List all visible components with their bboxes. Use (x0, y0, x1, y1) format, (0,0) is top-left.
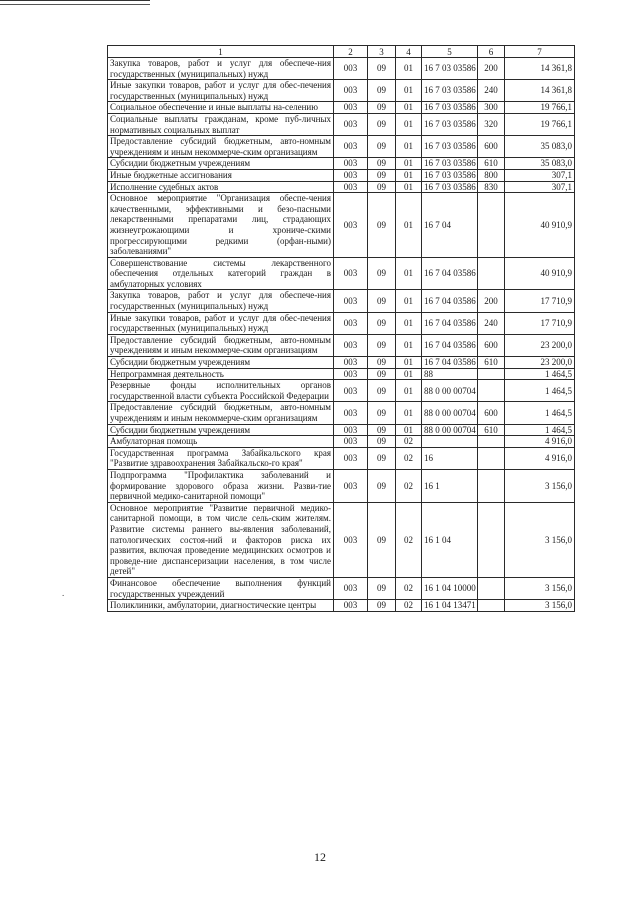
subsection-code: 01 (396, 424, 422, 436)
table-row (108, 158, 575, 170)
admin-code: 003 (334, 80, 368, 102)
budget-table (107, 45, 575, 612)
subsection-code: 01 (396, 193, 422, 258)
section-code: 09 (368, 181, 396, 193)
admin-code: 003 (334, 169, 368, 181)
row-name: Государственная программа Забайкальского края "Развитие здравоохранения Забайкальско-го края" (108, 447, 334, 469)
column-number: 1 (108, 46, 334, 58)
expense-type-code: 800 (478, 169, 505, 181)
table-row (108, 136, 575, 158)
target-code: 16 7 04 03586 (422, 290, 478, 312)
amount: 40 910,9 (505, 257, 575, 290)
expense-type-code: 600 (478, 334, 505, 356)
target-code: 88 0 00 00704 (422, 424, 478, 436)
table-row (108, 600, 575, 612)
target-code: 16 7 03 03586 (422, 80, 478, 102)
target-code: 88 (422, 368, 478, 380)
expense-type-code (478, 368, 505, 380)
row-name: Подпрограмма "Профилактика заболеваний и формирование здорового образа жизни. Разви-тие первичной медико-санитарной помощи" (108, 469, 334, 502)
subsection-code: 01 (396, 113, 422, 135)
table-row (108, 334, 575, 356)
table-row (108, 102, 575, 114)
subsection-code: 01 (396, 102, 422, 114)
target-code: 88 0 00 00704 (422, 402, 478, 424)
target-code: 16 (422, 447, 478, 469)
table-row (108, 357, 575, 369)
row-name: Основное мероприятие "Развитие первичной медико-санитарной помощи, в том числе сель-ским жителям. Развитие системы раннего вы-явления заболеваний, патологических состоя-ний и факторов риска их развития, включая проведение медицинских осмотров и проведе-ние диспансеризации населения, в том числе детей" (108, 502, 334, 577)
subsection-code: 01 (396, 257, 422, 290)
table-row (108, 169, 575, 181)
row-name: Совершенствование системы лекарственного обеспечения отдельных категорий граждан в амбулаторных условиях (108, 257, 334, 290)
target-code: 16 7 04 03586 (422, 257, 478, 290)
column-number: 2 (334, 46, 368, 58)
expense-type-code (478, 502, 505, 577)
target-code: 16 7 03 03586 (422, 58, 478, 80)
subsection-code: 01 (396, 402, 422, 424)
row-name: Предоставление субсидий бюджетным, авто-номным учреждениям и иным некоммерче-ским организациям (108, 402, 334, 424)
table-row (108, 257, 575, 290)
amount: 40 910,9 (505, 193, 575, 258)
column-number: 3 (368, 46, 396, 58)
target-code (422, 436, 478, 448)
expense-type-code (478, 193, 505, 258)
target-code: 16 7 03 03586 (422, 158, 478, 170)
row-name: Непрограммная деятельность (108, 368, 334, 380)
amount: 17 710,9 (505, 312, 575, 334)
row-name: Поликлиники, амбулатории, диагностические центры (108, 600, 334, 612)
amount: 1 464,5 (505, 402, 575, 424)
amount: 307,1 (505, 169, 575, 181)
section-code: 09 (368, 447, 396, 469)
expense-type-code: 240 (478, 312, 505, 334)
subsection-code: 01 (396, 357, 422, 369)
header-rule (0, 0, 150, 5)
subsection-code: 01 (396, 169, 422, 181)
target-code: 16 1 04 10000 (422, 577, 478, 599)
amount: 4 916,0 (505, 447, 575, 469)
expense-type-code (478, 380, 505, 402)
column-number-row (108, 46, 575, 58)
row-name: Предоставление субсидий бюджетным, авто-номным учреждениям и иным некоммерче-ским организациям (108, 136, 334, 158)
admin-code: 003 (334, 312, 368, 334)
section-code: 09 (368, 193, 396, 258)
table-row (108, 368, 575, 380)
amount: 23 200,0 (505, 334, 575, 356)
row-name: Резервные фонды исполнительных органов государственной власти субъекта Российской Федерации (108, 380, 334, 402)
table-row (108, 469, 575, 502)
section-code: 09 (368, 169, 396, 181)
amount: 1 464,5 (505, 368, 575, 380)
admin-code: 003 (334, 102, 368, 114)
amount: 3 156,0 (505, 469, 575, 502)
target-code: 16 7 04 (422, 193, 478, 258)
section-code: 09 (368, 469, 396, 502)
amount: 19 766,1 (505, 102, 575, 114)
admin-code: 003 (334, 193, 368, 258)
row-name: Социальное обеспечение и иные выплаты на-селению (108, 102, 334, 114)
section-code: 09 (368, 102, 396, 114)
subsection-code: 02 (396, 469, 422, 502)
page-number: 12 (314, 850, 326, 864)
subsection-code: 02 (396, 436, 422, 448)
expense-type-code (478, 600, 505, 612)
expense-type-code: 610 (478, 158, 505, 170)
admin-code: 003 (334, 257, 368, 290)
admin-code: 003 (334, 600, 368, 612)
table-row (108, 502, 575, 577)
subsection-code: 01 (396, 312, 422, 334)
column-number: 4 (396, 46, 422, 58)
admin-code: 003 (334, 158, 368, 170)
column-number: 6 (478, 46, 505, 58)
table-row (108, 402, 575, 424)
target-code: 16 7 03 03586 (422, 169, 478, 181)
subsection-code: 02 (396, 502, 422, 577)
admin-code: 003 (334, 58, 368, 80)
target-code: 88 0 00 00704 (422, 380, 478, 402)
subsection-code: 01 (396, 181, 422, 193)
subsection-code: 01 (396, 58, 422, 80)
subsection-code: 01 (396, 158, 422, 170)
subsection-code: 01 (396, 334, 422, 356)
row-name: Закупка товаров, работ и услуг для обеспече-ния государственных (муниципальных) нужд (108, 290, 334, 312)
section-code: 09 (368, 113, 396, 135)
admin-code: 003 (334, 368, 368, 380)
expense-type-code (478, 577, 505, 599)
admin-code: 003 (334, 447, 368, 469)
section-code: 09 (368, 290, 396, 312)
row-name: Иные закупки товаров, работ и услуг для обес-печения государственных (муниципальных) нужд (108, 312, 334, 334)
admin-code: 003 (334, 424, 368, 436)
row-name: Субсидии бюджетным учреждениям (108, 357, 334, 369)
subsection-code: 01 (396, 290, 422, 312)
amount: 35 083,0 (505, 136, 575, 158)
expense-type-code: 830 (478, 181, 505, 193)
section-code: 09 (368, 58, 396, 80)
table-row (108, 447, 575, 469)
admin-code: 003 (334, 136, 368, 158)
section-code: 09 (368, 80, 396, 102)
amount: 4 916,0 (505, 436, 575, 448)
expense-type-code: 200 (478, 58, 505, 80)
admin-code: 003 (334, 181, 368, 193)
table-row (108, 424, 575, 436)
section-code: 09 (368, 380, 396, 402)
admin-code: 003 (334, 469, 368, 502)
expense-type-code (478, 447, 505, 469)
section-code: 09 (368, 402, 396, 424)
expense-type-code (478, 469, 505, 502)
target-code: 16 7 04 03586 (422, 334, 478, 356)
table-row (108, 577, 575, 599)
section-code: 09 (368, 312, 396, 334)
amount: 307,1 (505, 181, 575, 193)
column-number: 7 (505, 46, 575, 58)
expense-type-code: 610 (478, 424, 505, 436)
expense-type-code: 300 (478, 102, 505, 114)
row-name: Субсидии бюджетным учреждениям (108, 424, 334, 436)
row-name: Исполнение судебных актов (108, 181, 334, 193)
target-code: 16 7 04 03586 (422, 312, 478, 334)
row-name: Предоставление субсидий бюджетным, авто-номным учреждениям и иным некоммерче-ским организациям (108, 334, 334, 356)
table-row (108, 290, 575, 312)
subsection-code: 02 (396, 577, 422, 599)
section-code: 09 (368, 257, 396, 290)
amount: 14 361,8 (505, 80, 575, 102)
target-code: 16 1 04 13471 (422, 600, 478, 612)
expense-type-code: 240 (478, 80, 505, 102)
amount: 1 464,5 (505, 424, 575, 436)
amount: 3 156,0 (505, 600, 575, 612)
admin-code: 003 (334, 577, 368, 599)
row-name: Амбулаторная помощь (108, 436, 334, 448)
admin-code: 003 (334, 113, 368, 135)
subsection-code: 01 (396, 80, 422, 102)
admin-code: 003 (334, 502, 368, 577)
row-name: Субсидии бюджетным учреждениям (108, 158, 334, 170)
section-code: 09 (368, 436, 396, 448)
section-code: 09 (368, 368, 396, 380)
admin-code: 003 (334, 380, 368, 402)
expense-type-code: 200 (478, 290, 505, 312)
amount: 1 464,5 (505, 380, 575, 402)
section-code: 09 (368, 158, 396, 170)
row-name: Финансовое обеспечение выполнения функций государственных учреждений (108, 577, 334, 599)
amount: 19 766,1 (505, 113, 575, 135)
admin-code: 003 (334, 334, 368, 356)
admin-code: 003 (334, 436, 368, 448)
table-row (108, 58, 575, 80)
subsection-code: 01 (396, 380, 422, 402)
margin-mark: . (62, 588, 65, 598)
table-body (108, 58, 575, 612)
expense-type-code (478, 257, 505, 290)
table-row (108, 436, 575, 448)
section-code: 09 (368, 502, 396, 577)
row-name: Иные закупки товаров, работ и услуг для обес-печения государственных (муниципальных) нужд (108, 80, 334, 102)
amount: 3 156,0 (505, 577, 575, 599)
table-row (108, 312, 575, 334)
row-name: Закупка товаров, работ и услуг для обеспече-ния государственных (муниципальных) нужд (108, 58, 334, 80)
table-row (108, 80, 575, 102)
subsection-code: 02 (396, 600, 422, 612)
expense-type-code: 600 (478, 402, 505, 424)
expense-type-code: 610 (478, 357, 505, 369)
table-row (108, 380, 575, 402)
amount: 17 710,9 (505, 290, 575, 312)
amount: 3 156,0 (505, 502, 575, 577)
subsection-code: 01 (396, 136, 422, 158)
table-row (108, 193, 575, 258)
target-code: 16 1 (422, 469, 478, 502)
admin-code: 003 (334, 402, 368, 424)
section-code: 09 (368, 357, 396, 369)
amount: 14 361,8 (505, 58, 575, 80)
target-code: 16 7 04 03586 (422, 357, 478, 369)
expense-type-code (478, 436, 505, 448)
target-code: 16 7 03 03586 (422, 181, 478, 193)
table-row (108, 181, 575, 193)
section-code: 09 (368, 136, 396, 158)
section-code: 09 (368, 577, 396, 599)
column-number: 5 (422, 46, 478, 58)
target-code: 16 7 03 03586 (422, 136, 478, 158)
row-name: Социальные выплаты гражданам, кроме пуб-личных нормативных социальных выплат (108, 113, 334, 135)
section-code: 09 (368, 334, 396, 356)
section-code: 09 (368, 600, 396, 612)
subsection-code: 01 (396, 368, 422, 380)
amount: 23 200,0 (505, 357, 575, 369)
row-name: Иные бюджетные ассигнования (108, 169, 334, 181)
target-code: 16 7 03 03586 (422, 113, 478, 135)
row-name: Основное мероприятие "Организация обеспе-чения качественными, эффективными и безо-пасными лекарственными препаратами лиц, страдающих жизнеугрожающими и хрониче-скими прогрессирующими редкими (орфан-ными) заболеваниями" (108, 193, 334, 258)
expense-type-code: 600 (478, 136, 505, 158)
admin-code: 003 (334, 290, 368, 312)
admin-code: 003 (334, 357, 368, 369)
expense-type-code: 320 (478, 113, 505, 135)
target-code: 16 1 04 (422, 502, 478, 577)
subsection-code: 02 (396, 447, 422, 469)
amount: 35 083,0 (505, 158, 575, 170)
table-row (108, 113, 575, 135)
section-code: 09 (368, 424, 396, 436)
target-code: 16 7 03 03586 (422, 102, 478, 114)
